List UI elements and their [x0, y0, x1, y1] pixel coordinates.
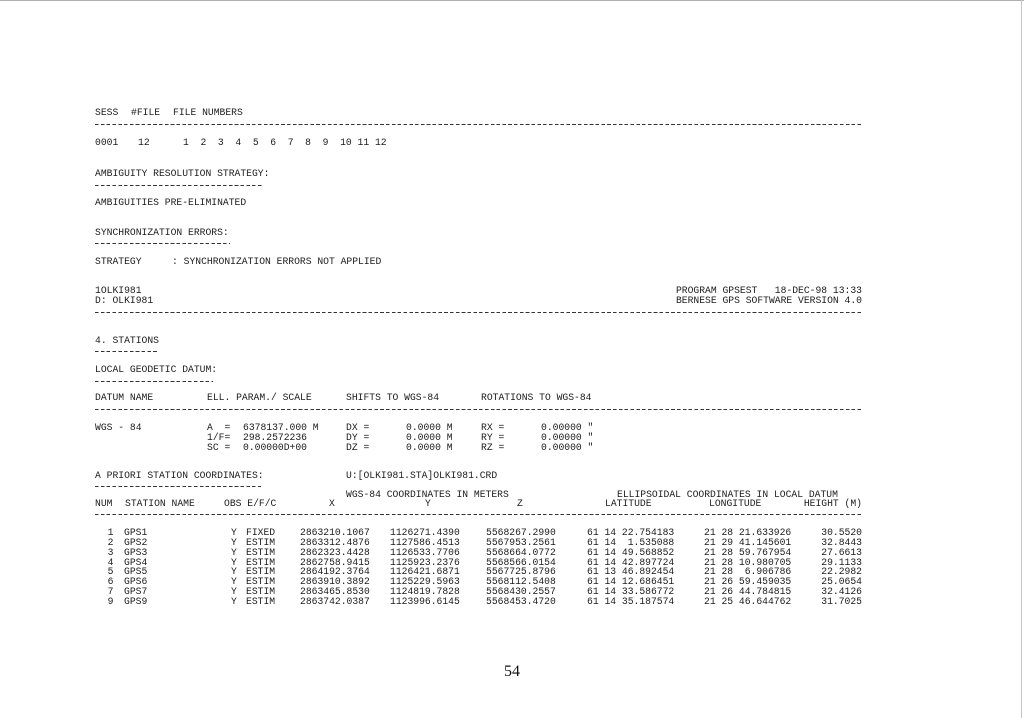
obs-flag: Y [231, 546, 237, 558]
strategy-label: STRATEGY [95, 256, 142, 267]
obs-flag: Y [231, 536, 237, 548]
rotation-value: 0.00000 " [541, 422, 594, 433]
wgs84-z: 5568566.0154 [486, 556, 556, 568]
datum-header-rotations: ROTATIONS TO WGS-84 [481, 392, 592, 403]
wgs84-y: 1125923.2376 [390, 556, 460, 568]
file-number: 10 [340, 137, 352, 148]
wgs84-z: 5568453.4720 [486, 595, 556, 607]
wgs84-x: 2864192.3764 [300, 566, 370, 578]
file-number: 4 [235, 137, 242, 148]
ambiguity-text: AMBIGUITIES PRE-ELIMINATED [95, 197, 247, 208]
separator-line [95, 124, 862, 125]
station-name: GPS7 [124, 586, 148, 598]
station-name: GPS5 [124, 566, 148, 578]
datum-title: LOCAL GEODETIC DATUM: [95, 364, 218, 375]
wgs84-y: 1126421.6871 [390, 566, 460, 578]
shift-value: 0.0000 M [406, 442, 453, 453]
column-header-name: STATION NAME [125, 498, 195, 509]
session-id: 0001 [95, 137, 119, 148]
file-number: 7 [287, 137, 294, 148]
group-header-ellipsoidal: ELLIPSOIDAL COORDINATES IN LOCAL DATUM [617, 489, 838, 500]
datum-header-shifts: SHIFTS TO WGS-84 [346, 392, 440, 403]
coordinate-flag: FIXED [246, 527, 276, 538]
shift-value: 0.0000 M [406, 422, 453, 433]
latitude: 61 14 49.568852 [587, 546, 675, 558]
group-header-wgs84: WGS-84 COORDINATES IN METERS [346, 489, 509, 500]
ell-param-value: 6378137.000 M [243, 422, 319, 433]
coordinate-flag: ESTIM [246, 576, 276, 588]
wgs84-x: 2863742.0387 [300, 595, 370, 607]
column-header-num: NUM [95, 498, 113, 509]
longitude: 21 28 21.633926 [704, 527, 792, 538]
station-number: 5 [107, 566, 114, 578]
longitude: 21 28 59.767954 [704, 546, 792, 558]
obs-flag: Y [231, 566, 237, 578]
latitude: 61 14 35.187574 [587, 595, 675, 607]
coordinate-flag: ESTIM [246, 536, 276, 548]
column-header-height: HEIGHT (M) [803, 498, 862, 509]
latitude: 61 14 22.754183 [587, 527, 675, 538]
column-header-obs: OBS E/F/C [224, 498, 277, 509]
longitude: 21 26 44.784815 [704, 586, 792, 598]
shift-value: 0.0000 M [406, 432, 453, 443]
file-number: 11 [357, 137, 370, 148]
file-number: 12 [374, 137, 387, 148]
wgs84-y: 1124819.7828 [390, 586, 460, 598]
column-header-longitude: LONGITUDE [709, 498, 762, 509]
title-underline [95, 486, 261, 487]
longitude: 21 28 6.906786 [704, 566, 792, 578]
wgs84-y: 1126271.4390 [390, 527, 460, 538]
column-header-y: Y [425, 498, 431, 509]
wgs84-z: 5568664.0772 [486, 546, 556, 558]
wgs84-x: 2863312.4876 [300, 536, 370, 548]
station-number: 2 [107, 536, 114, 548]
ell-param-value: 0.00000D+00 [243, 442, 307, 453]
separator-line [95, 514, 862, 515]
obs-flag: Y [231, 556, 237, 568]
latitude: 61 14 42.897724 [587, 556, 675, 568]
session-header-numbers: FILE NUMBERS [173, 107, 243, 118]
scan-edge-right [1021, 0, 1022, 718]
station-name: GPS9 [124, 595, 148, 607]
datum-header-name: DATUM NAME [95, 392, 154, 403]
page-number: 54 [504, 663, 520, 680]
datum-name: WGS - 84 [95, 422, 142, 433]
wgs84-y: 1126533.7706 [390, 546, 460, 558]
longitude: 21 29 41.145601 [704, 536, 792, 548]
title-underline [95, 381, 213, 382]
station-name: GPS1 [124, 527, 148, 538]
obs-flag: Y [231, 595, 237, 607]
separator-line [95, 312, 862, 313]
wgs84-z: 5568430.2557 [486, 586, 556, 598]
file-number: 8 [305, 137, 311, 148]
title-underline [95, 351, 159, 352]
obs-flag: Y [231, 527, 237, 538]
ell-param-label: 1/F= [207, 432, 231, 443]
column-header-latitude: LATITUDE [605, 498, 652, 509]
wgs84-y: 1125229.5963 [390, 576, 460, 588]
apriori-file: U:[OLKI981.STA]OLKI981.CRD [346, 470, 498, 481]
directory: D: OLKI981 [95, 295, 154, 306]
station-number: 3 [107, 546, 114, 558]
station-number: 1 [107, 527, 114, 538]
station-number: 6 [107, 576, 114, 588]
shift-label: DZ = [346, 442, 370, 453]
rotation-label: RY = [481, 432, 505, 443]
height: 32.4126 [821, 586, 862, 598]
coordinate-flag: ESTIM [246, 556, 276, 568]
job-name: 1OLKI981 [95, 285, 142, 296]
coordinate-flag: ESTIM [246, 566, 276, 578]
file-count: 12 [138, 137, 150, 148]
station-number: 9 [107, 595, 114, 607]
latitude: 61 14 1.535088 [587, 536, 675, 548]
height: 30.5520 [821, 527, 862, 538]
ell-param-label: SC = [207, 442, 231, 453]
coordinate-flag: ESTIM [246, 595, 276, 607]
wgs84-x: 2862323.4428 [300, 546, 370, 558]
wgs84-x: 2863910.3892 [300, 576, 370, 588]
wgs84-z: 5568112.5408 [486, 576, 556, 588]
shift-label: DX = [346, 422, 370, 433]
rotation-label: RX = [481, 422, 505, 433]
scan-edge-top [0, 0, 1024, 1]
height: 31.7025 [821, 595, 862, 607]
obs-flag: Y [231, 586, 237, 598]
column-header-x: X [329, 498, 335, 509]
column-header-z: Z [517, 498, 523, 509]
rotation-value: 0.00000 " [541, 442, 594, 453]
obs-flag: Y [231, 576, 237, 588]
wgs84-x: 2863210.1067 [300, 527, 370, 538]
wgs84-x: 2862758.9415 [300, 556, 370, 568]
sync-title: SYNCHRONIZATION ERRORS: [95, 227, 229, 238]
latitude: 61 14 33.586772 [587, 586, 675, 598]
file-number: 5 [252, 137, 259, 148]
ell-param-value: 298.2572236 [243, 432, 307, 443]
program-info: PROGRAM GPSEST 18-DEC-98 13:33 [675, 285, 862, 296]
apriori-title: A PRIORI STATION COORDINATES: [95, 470, 264, 481]
datum-header-ell: ELL. PARAM./ SCALE [207, 392, 312, 403]
wgs84-z: 5567953.2561 [486, 536, 556, 548]
session-header-file: #FILE [131, 107, 161, 118]
session-header-sess: SESS [95, 107, 119, 118]
file-number-list [183, 138, 392, 148]
wgs84-z: 5568267.2990 [486, 527, 556, 538]
longitude: 21 28 10.980705 [704, 556, 792, 568]
latitude: 61 13 46.892454 [587, 566, 675, 578]
ell-param-label: A = [207, 422, 231, 433]
file-number: 6 [270, 137, 277, 148]
wgs84-x: 2863465.8530 [300, 586, 370, 598]
longitude: 21 26 59.459035 [704, 576, 792, 588]
file-number: 9 [322, 137, 329, 148]
height: 29.1133 [821, 556, 862, 568]
wgs84-y: 1127586.4513 [390, 536, 460, 548]
title-underline [95, 185, 263, 186]
station-name: GPS2 [124, 536, 148, 548]
height: 22.2982 [821, 566, 862, 578]
ambiguity-title: AMBIGUITY RESOLUTION STRATEGY: [95, 168, 270, 179]
rotation-label: RZ = [481, 442, 505, 453]
station-name: GPS6 [124, 576, 148, 588]
wgs84-z: 5567725.8796 [486, 566, 556, 578]
strategy-value: : SYNCHRONIZATION ERRORS NOT APPLIED [172, 256, 382, 267]
file-number: 2 [200, 137, 207, 148]
height: 25.0654 [821, 576, 862, 588]
station-name: GPS4 [124, 556, 148, 568]
file-number: 1 [183, 137, 189, 148]
wgs84-y: 1123996.6145 [390, 595, 460, 607]
latitude: 61 14 12.686451 [587, 576, 675, 588]
coordinate-flag: ESTIM [246, 586, 276, 598]
station-row [0, 597, 1024, 607]
shift-label: DY = [346, 432, 370, 443]
coordinate-flag: ESTIM [246, 546, 276, 558]
software-version: BERNESE GPS SOFTWARE VERSION 4.0 [675, 295, 862, 306]
separator-line [95, 409, 862, 410]
file-number: 3 [217, 137, 224, 148]
rotation-value: 0.00000 " [541, 432, 594, 443]
longitude: 21 25 46.644762 [704, 595, 792, 607]
station-number: 7 [107, 586, 114, 598]
title-underline [95, 243, 230, 244]
station-name: GPS3 [124, 546, 148, 558]
section-title: 4. STATIONS [95, 335, 159, 346]
station-number: 4 [107, 556, 114, 568]
height: 32.8443 [821, 536, 862, 548]
height: 27.6613 [821, 546, 862, 558]
